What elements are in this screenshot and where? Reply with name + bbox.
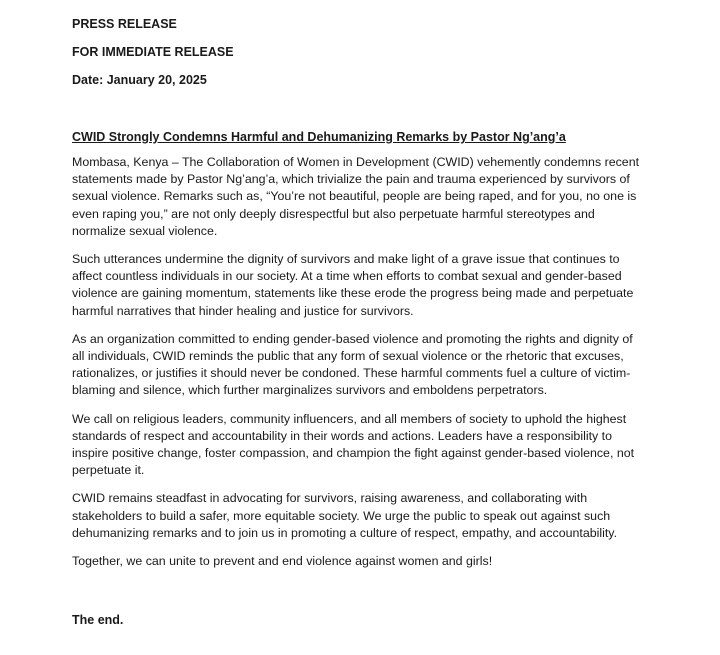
paragraph-4: We call on religious leaders, community influencers, and all members of society to uphold the highest standards of respect and accountability in their words and actions. Leaders have a responsibility to inspire positive change, foster compassion, and champion the fight against gender-based violence, not perpetuate it. [72,411,635,478]
paragraph-2: Such utterances undermine the dignity of survivors and make light of a grave issue that continues to affect countless individuals in our society. At a time when efforts to combat sexual and gender-based violence are gaining momentum, statements like these erode the progress being made and perpetuate harmful narratives that hinder healing and justice for survivors. [72,252,634,318]
press-release-label: PRESS RELEASE [72,17,177,31]
release-date: Date: January 20, 2025 [72,73,207,87]
paragraph-5: CWID remains steadfast in advocating for survivors, raising awareness, and collaborating with stakeholders to build a safer, more equitable society. We urge the public to speak out against such dehumanizing remarks and to join us in promoting a culture of respect, empathy, and accountability. [72,491,618,540]
document-title: CWID Strongly Condemns Harmful and Dehumanizing Remarks by Pastor Ng’ang’a [72,130,566,144]
paragraph-1: Mombasa, Kenya – The Collaboration of Women in Development (CWID) vehemently condemns recent statements made by Pastor Ng’ang’a, which trivialize the pain and trauma experienced by survivors of sexual violence. Remarks such as, “You’re not beautiful, people are being raped, and for you, no one is even raping you,” are not only deeply disrespectful but also perpetuate harmful stereotypes and normalize sexual violence. [72,155,640,238]
paragraph-6: Together, we can unite to prevent and end violence against women and girls! [72,554,493,569]
closing-line: The end. [72,613,124,627]
paragraph-3: As an organization committed to ending gender-based violence and promoting the rights and dignity of all individuals, CWID reminds the public that any form of sexual violence or the rhetoric that excuses, rationalizes, or justifies it should never be condoned. These harmful comments fuel a culture of victim-blaming and silence, which further marginalizes survivors and emboldens perpetrators. [72,331,633,398]
document-body [72,154,644,581]
immediate-release-label: FOR IMMEDIATE RELEASE [72,45,234,59]
